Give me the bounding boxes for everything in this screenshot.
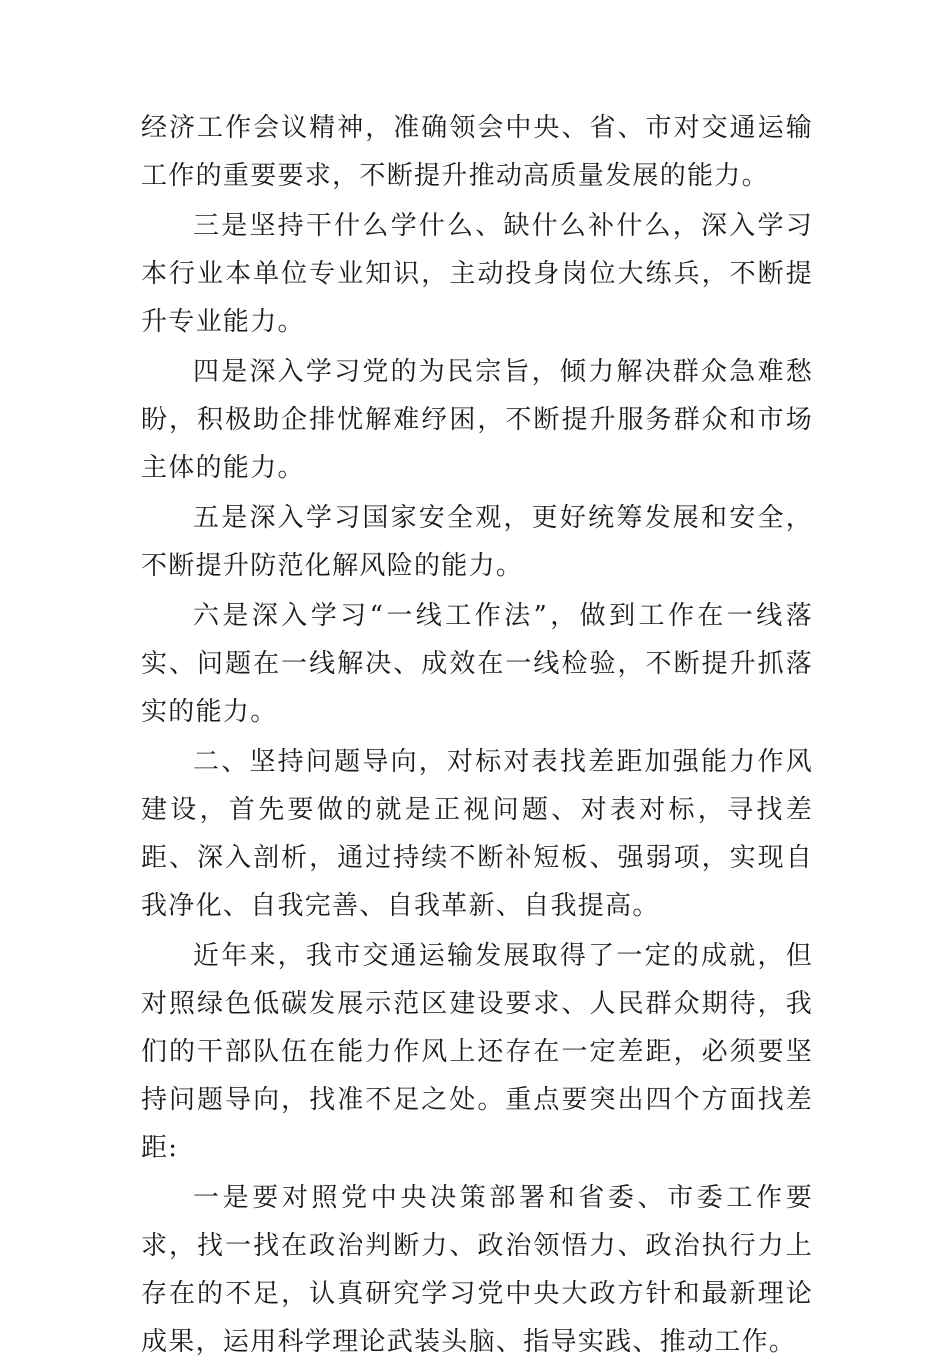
paragraph-first-gap: 一是要对照党中央决策部署和省委、市委工作要求，找一找在政治判断力、政治领悟力、政治执行力上存在的不足，认真研究学习党中央大政方针和最新理论成果，运用科学理论武装头脑、指导实践、推动工作。 (141, 1183, 813, 1357)
paragraph-fifth-point: 五是深入学习国家安全观，更好统筹发展和安全，不断提升防范化解风险的能力。 (141, 503, 813, 581)
paragraph-continuation: 经济工作会议精神，准确领会中央、省、市对交通运输工作的重要要求，不断提升推动高质量发展的能力。 (141, 113, 813, 191)
paragraph-recent-years: 近年来，我市交通运输发展取得了一定的成就，但对照绿色低碳发展示范区建设要求、人民群众期待，我们的干部队伍在能力作风上还存在一定差距，必须要坚持问题导向，找准不足之处。重点要突出四个方面找差距: (141, 941, 813, 1163)
paragraph-fourth-point: 四是深入学习党的为民宗旨，倾力解决群众急难愁盼，积极助企排忧解难纾困，不断提升服务群众和市场主体的能力。 (141, 357, 813, 483)
document-body (141, 104, 813, 1366)
paragraph-third-point: 三是坚持干什么学什么、缺什么补什么，深入学习本行业本单位专业知识，主动投身岗位大练兵，不断提升专业能力。 (141, 211, 813, 337)
paragraph-section-two-heading: 二、坚持问题导向，对标对表找差距加强能力作风建设，首先要做的就是正视问题、对表对标，寻找差距、深入剖析，通过持续不断补短板、强弱项，实现自我净化、自我完善、自我革新、自我提高。 (141, 747, 813, 921)
paragraph-sixth-point: 六是深入学习“一线工作法”，做到工作在一线落实、问题在一线解决、成效在一线检验，不断提升抓落实的能力。 (141, 601, 813, 727)
